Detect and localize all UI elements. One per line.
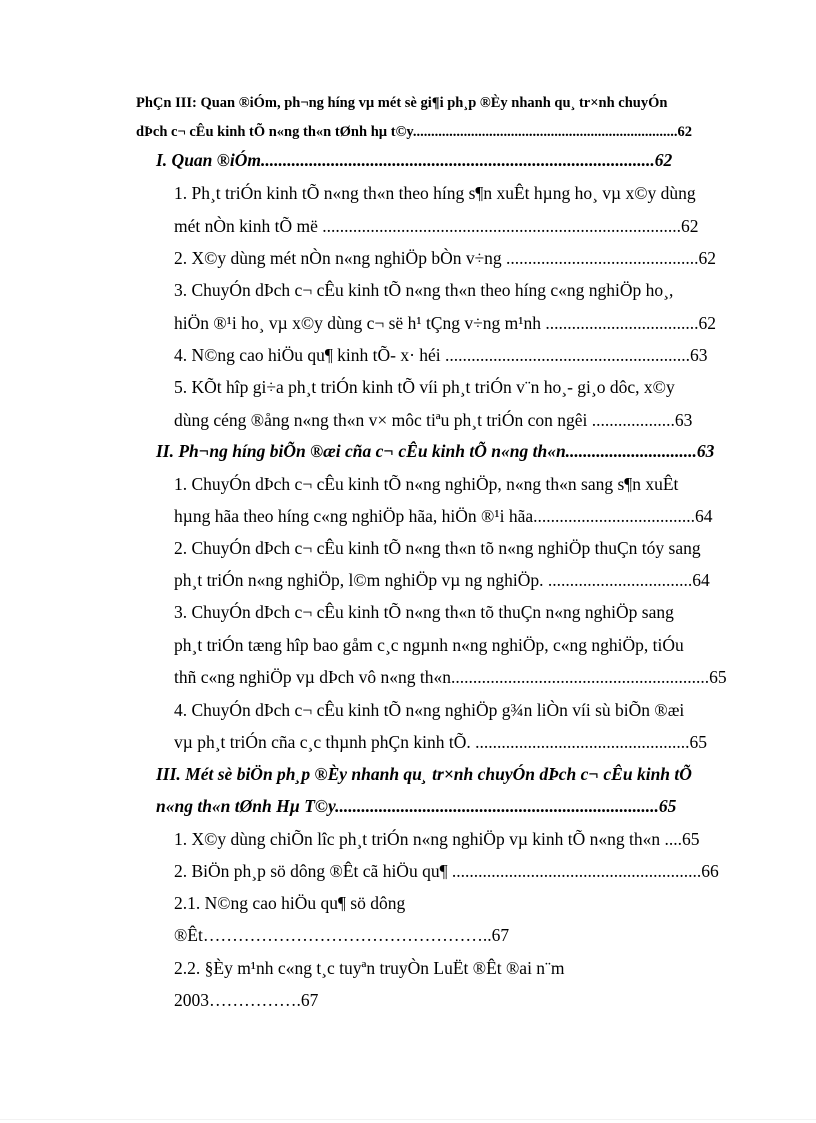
toc-entry-cont[interactable]: ph¸t triÓn tæng hîp bao gåm c¸c ngµnh n«ng nghiÖp, c«ng nghiÖp, tiÓu [174, 635, 684, 655]
toc-entry-cont[interactable]: ph¸t triÓn n«ng nghiÖp, l©m nghiÖp vµ ng nghiÖp. .................................64 [174, 570, 710, 590]
toc-entry[interactable]: 3. ChuyÓn dÞch c¬ cÊu kinh tÕ n«ng th«n tõ thuÇn n«ng nghiÖp sang [174, 602, 674, 622]
toc-subentry-cont[interactable]: 2003…………….67 [174, 990, 319, 1010]
toc-entry[interactable]: 3. ChuyÓn dÞch c¬ cÊu kinh tÕ n«ng th«n theo híng c«ng nghiÖp ho¸, [174, 280, 674, 300]
toc-part3-heading-cont[interactable]: dÞch c¬ cÊu kinh tÕ n«ng th«n tØnh hµ t©y.........................................................................62 [136, 124, 692, 140]
toc-section-1[interactable]: I. Quan ®iÓm..........................................................................................62 [156, 150, 673, 170]
toc-part3-heading[interactable]: PhÇn III: Quan ®iÓm, ph¬ng híng vµ mét sè gi¶i ph¸p ®Èy nhanh qu¸ tr×nh chuyÓn [136, 95, 668, 111]
toc-entry[interactable]: 5. KÕt hîp gi÷a ph¸t triÓn kinh tÕ víi ph¸t triÓn v¨n ho¸- gi¸o dôc, x©y [174, 377, 675, 397]
page-bottom-rule [0, 1119, 816, 1120]
toc-subentry[interactable]: 2.1. N©ng cao hiÖu qu¶ sö dông [174, 893, 406, 913]
toc-entry-cont[interactable]: mét nÒn kinh tÕ më ..................................................................................62 [174, 216, 699, 236]
toc-entry[interactable]: 1. Ph¸t triÓn kinh tÕ n«ng th«n theo híng s¶n xuÊt hµng ho¸ vµ x©y dùng [174, 183, 696, 203]
toc-entry[interactable]: 2. ChuyÓn dÞch c¬ cÊu kinh tÕ n«ng th«n tõ n«ng nghiÖp thuÇn tóy sang [174, 538, 701, 558]
toc-entry[interactable]: 4. N©ng cao hiÖu qu¶ kinh tÕ- x· héi ........................................................63 [174, 345, 708, 365]
toc-entry-cont[interactable]: hµng hãa theo híng c«ng nghiÖp hãa, hiÖn ®¹i hãa.....................................64 [174, 506, 713, 526]
toc-section-2[interactable]: II. Ph¬ng híng biÕn ®æi cña c¬ cÊu kinh tÕ n«ng th«n..............................63 [156, 441, 715, 461]
toc-subentry-cont[interactable]: ®Êt…………………………………………..67 [174, 925, 510, 945]
toc-entry-cont[interactable]: vµ ph¸t triÓn cña c¸c thµnh phÇn kinh tÕ. .................................................65 [174, 732, 707, 752]
toc-section-3-cont[interactable]: n«ng th«n tØnh Hµ T©y..........................................................................65 [156, 796, 677, 816]
toc-entry-cont[interactable]: thñ c«ng nghiÖp vµ dÞch vô n«ng th«n...........................................................65 [174, 667, 727, 687]
toc-entry[interactable]: 4. ChuyÓn dÞch c¬ cÊu kinh tÕ n«ng nghiÖp g¾n liÒn víi sù biÕn ®æi [174, 700, 685, 720]
toc-entry[interactable]: 2. X©y dùng mét nÒn n«ng nghiÖp bÒn v÷ng ............................................62 [174, 248, 717, 268]
toc-entry-cont[interactable]: hiÖn ®¹i ho¸ vµ x©y dùng c¬ së h¹ tÇng v÷ng m¹nh ...................................62 [174, 313, 716, 333]
toc-entry[interactable]: 1. X©y dùng chiÕn lîc ph¸t triÓn n«ng nghiÖp vµ kinh tÕ n«ng th«n ....65 [174, 829, 700, 849]
toc-section-3[interactable]: III. Mét sè biÖn ph¸p ®Èy nhanh qu¸ tr×nh chuyÓn dÞch c¬ cÊu kinh tÕ [156, 764, 692, 784]
toc-entry-cont[interactable]: dùng céng ®ång n«ng th«n v× môc tiªu ph¸t triÓn con ngêi ...................63 [174, 410, 693, 430]
toc-entry[interactable]: 1. ChuyÓn dÞch c¬ cÊu kinh tÕ n«ng nghiÖp, n«ng th«n sang s¶n xuÊt [174, 474, 679, 494]
toc-entry[interactable]: 2. BiÖn ph¸p sö dông ®Êt cã hiÖu qu¶ .........................................................66 [174, 861, 719, 881]
toc-subentry[interactable]: 2.2. §Èy m¹nh c«ng t¸c tuyªn truyÒn LuËt ®Êt ®ai n¨m [174, 958, 565, 978]
